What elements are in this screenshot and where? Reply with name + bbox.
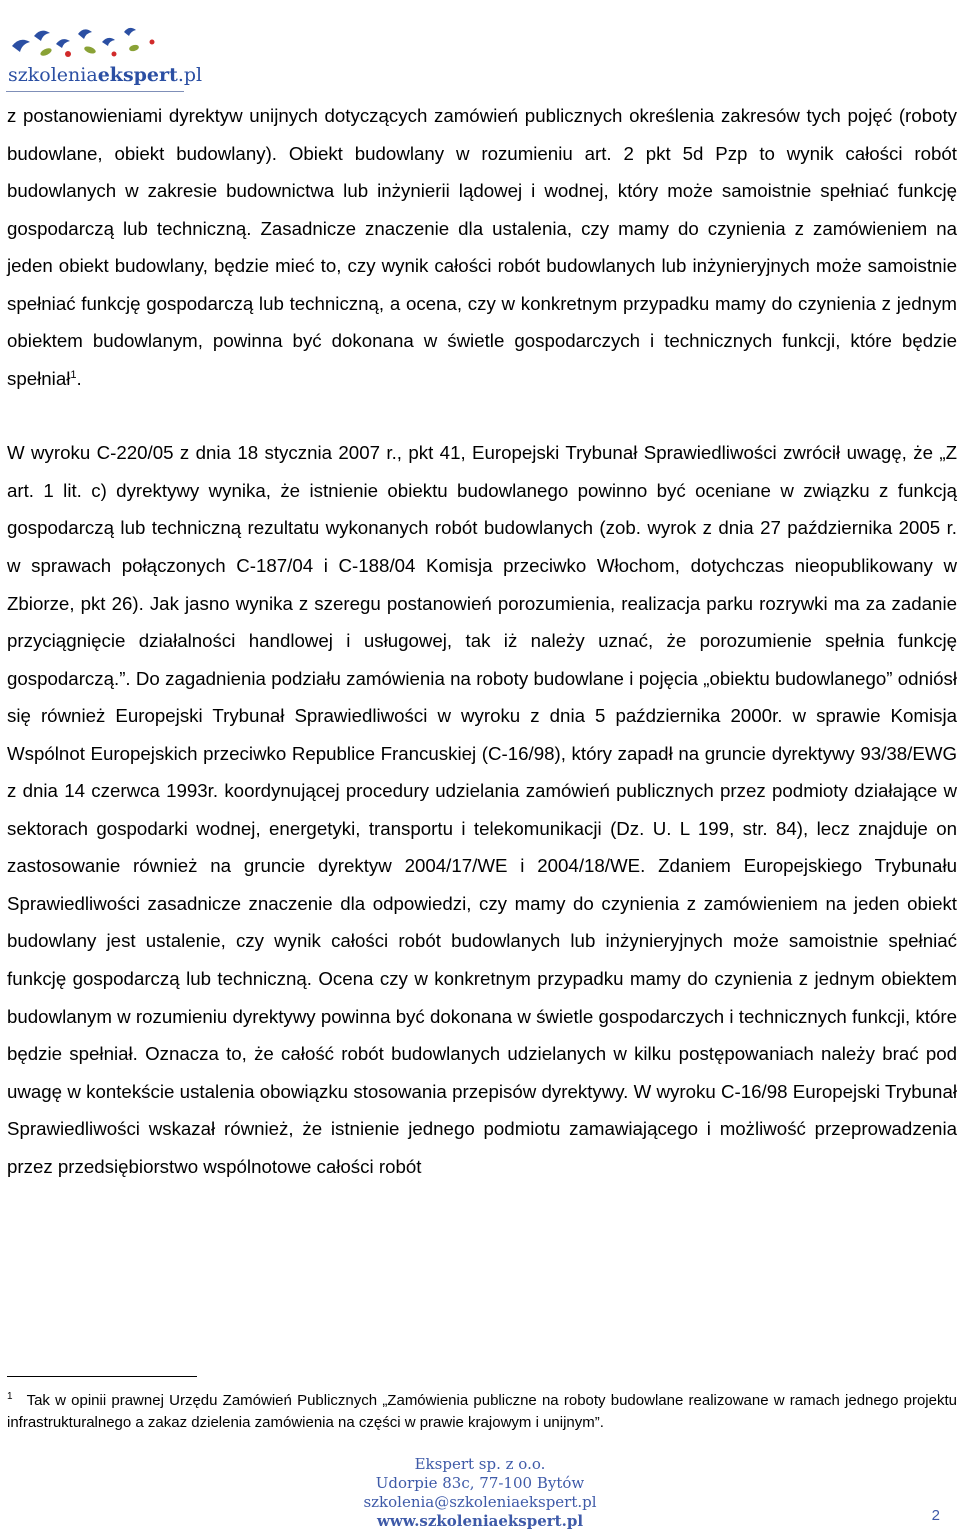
footnote-ref-1[interactable]: 1 [70, 368, 77, 381]
footer-email-link[interactable]: szkolenia@szkoleniaekspert.pl [363, 1493, 597, 1511]
paragraph-2: W wyroku C-220/05 z dnia 18 stycznia 2007 r., pkt 41, Europejski Trybunał Sprawiedliwości zwrócił uwagę, że „Z art. 1 lit. c) dyrektywy wynika, że istnienie obiektu budowlanego powinno być oceniane w związku z funkcją gospodarczą lub techniczną rezultatu wykonanych robót budowlanych (zob. wyrok z dnia 27 października 2005 r. w sprawach połączonych C-187/04 i C-188/04 Komisja przeciwko Włochom, dotychczas nieopublikowany w Zbiorze, pkt 26). Jak jasno wynika z szeregu postanowień porozumienia, realizacja parku rozrywki ma za zadanie przyciągnięcie działalności handlowej i usługowej, tak iż należy uznać, że porozumienie spełnia funkcję gospodarczą.”. Do zagadnienia podziału zamówienia na roboty budowlane i pojęcia „obiektu budowlanego” odniósł się również Europejski Trybunał Sprawiedliwości w wyroku z dnia 5 października 2000r. w sprawie Komisja Wspólnot Europejskich przeciwko Republice Francuskiej (C-16/98), który zapadł na gruncie dyrektywy 93/38/EWG z dnia 14 czerwca 1993r. koordynującej procedury udzielania zamówień publicznych przez podmioty działające w sektorach gospodarki wodnej, energetyki, transportu i telekomunikacji (Dz. U. L 199, str. 84), lecz znajduje on zastosowanie również na gruncie dyrektyw 2004/17/WE i 2004/18/WE. Zdaniem Europejskiego Trybunału Sprawiedliwości zasadnicze znaczenie dla odpowiedzi, czy mamy do czynienia z zamówieniem na jeden obiekt budowlany jest ustalenie, czy wynik całości robót budowlanych lub inżynieryjnych może samoistnie spełniać funkcję gospodarczą lub techniczną. Ocena czy w konkretnym przypadku mamy do czynienia z jednym obiektem budowlanym w rozumieniu dyrektywy powinna być dokonana w świetle gospodarczych i technicznych funkcji, które będzie spełniał. Oznacza to, że całość robót budowlanych udzielanych w kilku postępowaniach należy brać pod uwagę w kontekście ustalenia obowiązku stosowania przepisów dyrektywy. W wyroku C-16/98 Europejski Trybunał Sprawiedliwości wskazał również, że istnienie jednego podmiotu zamawiającego i możliwość przeprowadzenia przez przedsiębiorstwo wspólnotowe całości robót [7, 442, 957, 1177]
footer-address: Udorpie 83c, 77-100 Bytów [375, 1474, 585, 1492]
footnote [7, 1386, 957, 1434]
logo-underline [6, 91, 184, 92]
page-footer [300, 1455, 660, 1531]
document-body [7, 97, 957, 1185]
paragraph-1-end: . [76, 367, 82, 389]
logo-text-part1: szkolenia [8, 64, 98, 86]
footnote-number: 1 [7, 1391, 13, 1402]
logo-text-part2: ekspert [97, 64, 178, 86]
logo-wordmark [8, 64, 202, 86]
footnote-separator [7, 1376, 197, 1377]
paragraph-1-text: z postanowieniami dyrektyw unijnych dotyczących zamówień publicznych określenia zakresów tych pojęć (roboty budowlane, obiekt budowlany). Obiekt budowlany w rozumieniu art. 2 pkt 5d Pzp to wynik całości robót budowlanych w zakresie budownictwa lub inżynierii lądowej i wodnej, który może samoistnie spełniać funkcję gospodarczą lub techniczną. Zasadnicze znaczenie dla ustalenia, czy mamy do czynienia z zamówieniem na jeden obiekt budowlany, będzie mieć to, czy wynik całości robót budowlanych lub inżynieryjnych może samoistnie spełniać funkcję gospodarczą lub techniczną, a ocena, czy w konkretnym przypadku mamy do czynienia z jednym obiektem budowlanym, powinna być dokonana w świetle gospodarczych i technicznych funkcji, które będzie spełniał [7, 105, 957, 389]
footnote-text: Tak w opinii prawnej Urzędu Zamówień Publicznych „Zamówienia publiczne na roboty budowlane realizowane w ramach jednego projektu infrastrukturalnego a zakaz dzielenia zamówienia na części w prawie krajowym i unijnym”. [7, 1392, 957, 1431]
birds-logo-icon [6, 14, 176, 64]
footer-company: Ekspert sp. z o.o. [414, 1455, 546, 1473]
footer-website-link[interactable]: www.szkoleniaekspert.pl [376, 1512, 584, 1530]
logo-text-part3: .pl [177, 64, 203, 86]
page-number: 2 [931, 1507, 940, 1524]
company-logo[interactable] [6, 14, 203, 86]
paragraph-1 [7, 97, 957, 397]
